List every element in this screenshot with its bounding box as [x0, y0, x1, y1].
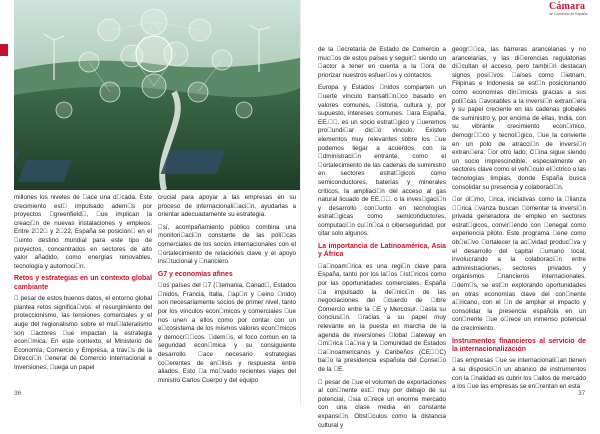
section-heading: La importancia de Latinoamérica, Asia y África	[318, 243, 446, 259]
body-paragraph: Europa y Estados 􀀓nidos comparten un 􀀌uerte vínculo transatl􀀂n􀀋co basado en valores comunes, 􀀗istoria, cultura y, por supuesto, intereses comunes. 􀀙ara España, EE.􀀓􀀓. es un socio estrat􀀃gico y 􀀆ueremos pro􀀌undi􀀏ar dic􀀗o vínculo. Existen elementos muy relevantes sobre los 􀀆ue podemos llegar a acuerdos con la 􀀊dministraci􀀇n entrante, como el 􀀌ortalecimiento de las cadenas de suministro en sectores estrat􀀃gicos como semiconductores, baterías y minerales críticos, la ampliaci􀀇n del acceso al gas natural licuado de EE.􀀓􀀓. o la inves􀀋gaci􀀇n y desarrollo con􀀎unto en tecnologías estrat􀀃gicas como semiconductores, computaci􀀇n cu􀀂n􀀋ca o ciberseguridad, por citar solo algunos.	[318, 84, 446, 238]
left-column-2	[158, 194, 296, 389]
body-paragraph: 􀀊 pesar de 􀀌ue el volumen de exportaciones al con􀀋nente est􀀂 muy por debajo de su potencial, 􀀊sia o􀀌rece un enorme mercado con una clase media en constante expansi􀀇n. Obst􀀂culos como la distancia cultural y	[318, 378, 446, 429]
right-column-2	[452, 46, 586, 396]
header-photo-energy-landscape	[14, 0, 300, 190]
body-paragraph: geogr􀀂􀀑ca, las barreras arancelarias y no arancelarias, y las di􀀌erencias regulatorias di􀀑cultan el acceso, pero tambi􀀃n destacan signos posi􀀋vos. 􀀙aíses como 􀀜ietnam, Filipinas e Indonesia se est􀀂n posicionando como economías din􀀂micas gracias a sus polí􀀋cas 􀀌avorables a la inversi􀀇n extran􀀎era y su papel creciente en las cadenas globales de suministro y, por encima de ellas, India, con su vibrante crecimiento econ􀀇mico, demogr􀀂􀀑co y tecnol􀀇gico, 􀀆ue la convierte en un polo de atracci􀀇n de inversi􀀇n extran􀀎era. 􀀝or otro lado, C􀀗ina sigue siendo un socio imprescindible, especialmente en sectores clave como el veh􀀞culo el􀀃ctrico o las tecnologías limpias, donde España busca consolidar su presencia y colaboraci􀀇n.	[452, 46, 586, 191]
page-gutter	[300, 0, 301, 406]
right-column-1	[318, 46, 446, 434]
body-paragraph: 􀀊sí, acompañamiento público combina una monitori􀀏aci􀀇n constante de las polí􀀋cas comerciales de los socios internacionales con el 􀀌ortalecimiento de relaciones clave y el apoyo ins􀀋tucional y 􀀑nanciero.	[158, 223, 296, 266]
page-number-left: 36	[14, 390, 22, 397]
body-paragraph: 􀀊 pesar de estos buenos datos, el entorno global plantea retos significa􀀋vos: el resurgimiento del proteccionismo, las tensiones comerciales y el auge del regionalismo sobre el mul􀀋lateralismo son 􀀌actores 􀀆ue impactan la estrategia econ􀀇mica. En este contexto, el Ministerio de Economía, Comercio y Empresa, a trav􀀃s de la Direcci􀀇n 􀀍eneral de Comercio Internacional e Inversiones, 􀀎uega un papel	[14, 295, 152, 371]
section-heading: Instrumentos financieros al servicio de la internacionalización	[452, 337, 586, 353]
section-heading: Retos y estrategias en un contexto global cambiante	[14, 275, 152, 291]
body-paragraph: 􀀒os países del 􀀍7 (􀀊lemania, Canad􀀂, Estados 􀀓nidos, Francia, Italia, 􀀔ap􀀇n y 􀀕eino 􀀓nido) son necesariamente socios de primer nivel, tanto por los vínculos econ􀀇micos y comerciales 􀀆ue nos unen a ellos como por contar con un e􀀖cosistema de los mismos valores econ􀀇micos y democr􀀂􀀋cos. 􀀊dem􀀂s, el foco común en la seguridad econ􀀇mica y su consiguiente desarrollo 􀀗ace necesario estrategias co􀀗erentes de an􀀂lisis y respuesta entre aliados. Esto 􀀗a mo􀀋vado recientes viajes del ministro Carlos Cuerpo y del equipo	[158, 282, 296, 384]
body-paragraph: de la 􀀘ecretaría de Estado de Comercio a muc􀀗os de estos países y seguir􀀂 siendo un 􀀌actor a tener en cuenta a la 􀀗ora de priorizar nuestros esfuer􀀏os y contactos.	[318, 46, 446, 79]
logo-name: Cámara	[549, 1, 586, 12]
body-paragraph: millones los niveles de 􀀠ace una d􀀃cada. Este crecimiento est􀀂 impulsado adem􀀂s por proyectos 􀀄greenfield􀀅, 􀀆ue implican la creaci􀀇n de nuevas instalaciones y empleos. Entre 2􀀈2􀀈 y 2􀀈22, España se posicion􀀇 en el 􀀉uinto destino mundial para este tipo de proyectos, concentrados en sectores de alto valor añadido, como energías renovables, tecnología y automoci􀀇n.	[14, 194, 152, 270]
section-heading: G7 y economías afines	[158, 270, 233, 278]
body-paragraph: crucial para apoyar a las empresas en su proceso de internacionali􀀏aci􀀇n, ayudarlas a orientar adecuadamente su estrategia.	[158, 194, 296, 219]
body-paragraph: 􀀙or úl􀀋mo, 􀀌rica, iniciativas como la 􀀊lianza 􀀊􀀌rica 􀀊vanza buscan 􀀌omentar la inversi􀀇n privada generadora de empleo en sectores estrat􀀃gicos, convir􀀋endo con 􀀘enegal como experiencia piloto. Este programa 􀀋ene como ob􀀎e􀀋vo 􀀌ortalecer la ac􀀋vidad produc􀀋va y el desarrollo del capital 􀀗umano local, involucrando a la colaboraci􀀇n entre administraciones, sectores privados y organismos 􀀑nancieros internacionales. 􀀊dem􀀂s, se est􀀂n explorando oportunidades en otras economías clave del con􀀋nente a􀀌ricano, con el 􀀑n de ampliar el impacto y consolidar la presencia española en un con􀀋nente 􀀆ue o􀀌rece un inmenso potencial de crecimiento.	[452, 196, 586, 332]
camara-logo	[549, 2, 597, 24]
red-section-marker	[0, 44, 8, 56]
logo-subtitle: de Comercio de España	[549, 12, 588, 16]
page-number-right: 37	[578, 390, 586, 397]
body-paragraph: 􀀒as empresas 􀀆ue se internacionali􀀏an tienen a su disposici􀀇n un abanico de instrumentos con la 􀀑nalidad es cubrir los 􀀗allos de mercado a los 􀀆ue las empresas se en􀀌rentan en esta	[452, 357, 586, 391]
left-column-1	[14, 194, 152, 377]
body-paragraph: 􀀒a􀀋noam􀀃rica es una regi􀀇n clave para España, tanto por los la􀀏os 􀀗ist􀀇ricos como por las oportunidades comerciales. España 􀀗a impulsado la de􀀑nici􀀇n de las negociaciones del 􀀊cuerdo de 􀀒ibre Comercio entre la 􀀓E y Mercosur. 􀀚asta su conclusi􀀇n. 􀀍racias a su papel muy relevante en la puesta en marcha de la agenda de inversiones 􀀍lobal 􀀍ateway en 􀀊m􀀃rica 􀀒a􀀋na y la 􀀛omunidad de Estados 􀀒a􀀋noamericanos y Caribeños (CE􀀒􀀊C) ba􀀎o la presidencia española del Conse􀀎o de la 􀀓E.	[318, 262, 446, 373]
